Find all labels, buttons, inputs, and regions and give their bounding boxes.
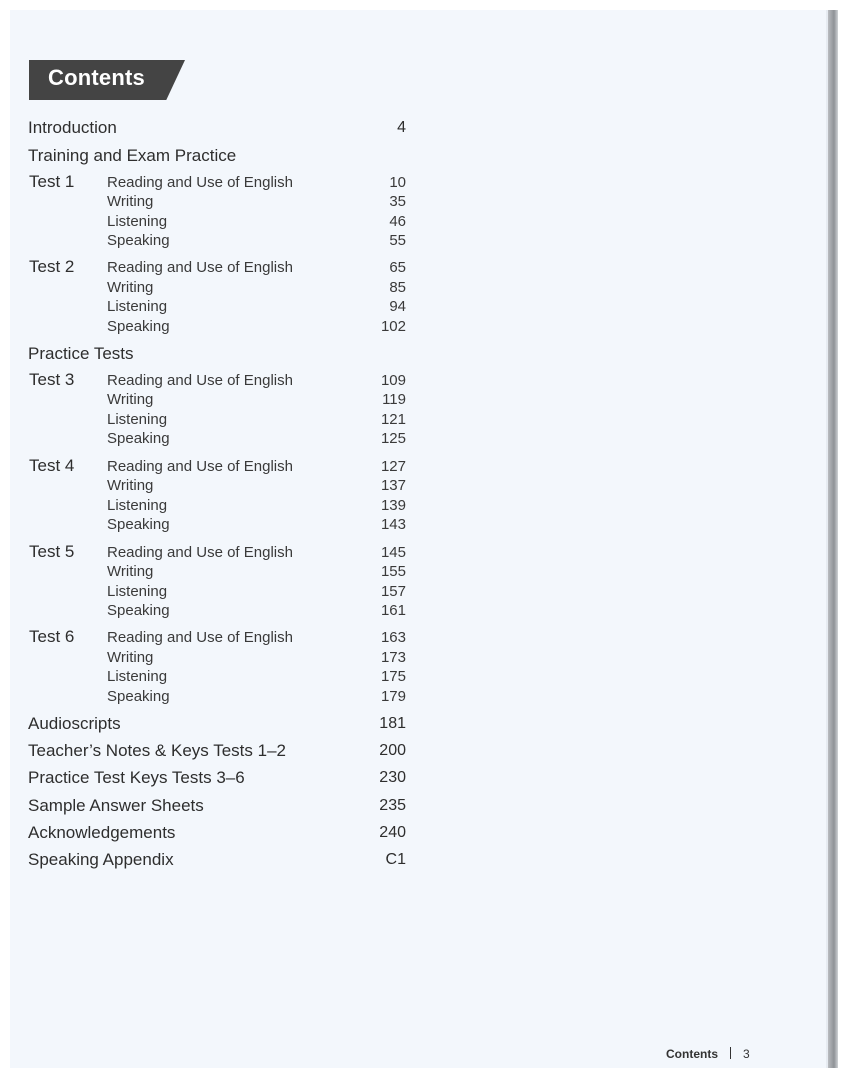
toc-subentry[interactable] (107, 212, 406, 232)
toc-subentry-label: Reading and Use of English (107, 372, 293, 389)
toc-subentry-page: 137 (380, 477, 406, 494)
toc-subentry-label: Writing (107, 649, 154, 666)
toc-subentry-label: Listening (107, 668, 168, 685)
toc-subentry-label: Speaking (107, 318, 170, 335)
toc-subentry[interactable] (107, 582, 406, 602)
toc-subentry[interactable] (107, 496, 406, 516)
toc-subentry[interactable] (107, 258, 406, 278)
footer-divider (730, 1047, 731, 1059)
page-title: Contents (48, 65, 145, 90)
toc-subentry-page: 139 (380, 497, 406, 514)
toc-subentry-page: 143 (380, 516, 406, 533)
toc-subentry-page: 161 (380, 602, 406, 619)
toc-subentry[interactable] (107, 192, 406, 212)
toc-subentry[interactable] (107, 687, 406, 707)
toc-entry-introduction[interactable] (28, 117, 406, 139)
toc-entry-page: 4 (397, 119, 406, 136)
toc-subentry-page: 65 (389, 259, 406, 276)
toc-entry-page: 230 (379, 769, 406, 786)
footer-page-number: 3 (743, 1047, 750, 1061)
test-label: Test 4 (29, 456, 75, 475)
toc-subentry-page: 10 (389, 174, 406, 191)
toc-subentry-page: 127 (380, 458, 406, 475)
test-label: Test 3 (29, 370, 75, 389)
toc-entry-label: Acknowledgements (28, 823, 176, 842)
toc-entry-practice-test-keys[interactable] (28, 767, 406, 789)
toc-subentry-label: Speaking (107, 602, 170, 619)
toc-subentry-label: Listening (107, 583, 168, 600)
toc-subentry-label: Writing (107, 193, 154, 210)
toc-subentry-label: Speaking (107, 232, 170, 249)
toc-subentry[interactable] (107, 667, 406, 687)
toc-subentry[interactable] (107, 648, 406, 668)
toc-entry-audioscripts[interactable] (28, 713, 406, 735)
toc-subentry-label: Reading and Use of English (107, 259, 293, 276)
toc-subentry-label: Reading and Use of English (107, 544, 293, 561)
test-label: Test 2 (29, 257, 75, 276)
toc-subentry-page: 157 (380, 583, 406, 600)
footer-title: Contents (666, 1047, 718, 1061)
toc-subentry-label: Writing (107, 477, 154, 494)
toc-entry-sample-answer-sheets[interactable] (28, 795, 406, 817)
toc-entry-page: 181 (379, 715, 406, 732)
toc-subentry-label: Writing (107, 391, 154, 408)
toc-subentry-page: 173 (380, 649, 406, 666)
toc-subentry[interactable] (107, 297, 406, 317)
section-heading-training (28, 145, 406, 167)
toc-subentry-label: Listening (107, 411, 168, 428)
toc-subentry-label: Speaking (107, 688, 170, 705)
toc-subentry[interactable] (107, 628, 406, 648)
toc-subentry[interactable] (107, 601, 406, 621)
toc-subentry-label: Reading and Use of English (107, 629, 293, 646)
toc-subentry-label: Listening (107, 298, 168, 315)
toc-subentry-page: 145 (380, 544, 406, 561)
toc-subentry-label: Listening (107, 497, 168, 514)
toc-subentry[interactable] (107, 390, 406, 410)
toc-subentry-label: Speaking (107, 430, 170, 447)
toc-subentry-page: 121 (380, 411, 406, 428)
toc-entry-label: Practice Test Keys Tests 3–6 (28, 768, 245, 787)
toc-subentry-page: 175 (380, 668, 406, 685)
toc-subentry-page: 179 (380, 688, 406, 705)
toc-subentry[interactable] (107, 410, 406, 430)
toc-entry-speaking-appendix[interactable] (28, 849, 406, 871)
toc-subentry-page: 125 (380, 430, 406, 447)
toc-entry-label: Speaking Appendix (28, 850, 174, 869)
toc-entry-label: Audioscripts (28, 714, 121, 733)
toc-subentry[interactable] (107, 173, 406, 193)
toc-entry-page: 235 (379, 797, 406, 814)
test-label: Test 5 (29, 542, 75, 561)
toc-subentry-label: Writing (107, 279, 154, 296)
toc-subentry-label: Listening (107, 213, 168, 230)
toc-subentry[interactable] (107, 231, 406, 251)
toc-subentry[interactable] (107, 562, 406, 582)
toc-subentry-page: 155 (380, 563, 406, 580)
test-label: Test 6 (29, 627, 75, 646)
toc-entry-label: Sample Answer Sheets (28, 796, 204, 815)
page-footer (666, 1045, 750, 1063)
toc-subentry[interactable] (107, 317, 406, 337)
toc-subentry[interactable] (107, 543, 406, 563)
toc-subentry-page: 85 (389, 279, 406, 296)
toc-entry-acknowledgements[interactable] (28, 822, 406, 844)
toc-subentry-label: Writing (107, 563, 154, 580)
section-heading-label: Training and Exam Practice (28, 146, 237, 165)
section-heading-label: Practice Tests (28, 344, 134, 363)
toc-subentry-page: 55 (389, 232, 406, 249)
toc-subentry-page: 109 (380, 372, 406, 389)
toc-subentry-page: 163 (380, 629, 406, 646)
toc-subentry-label: Speaking (107, 516, 170, 533)
toc-entry-label: Introduction (28, 118, 117, 137)
toc-subentry-page: 46 (389, 213, 406, 230)
toc-entry-page: 200 (379, 742, 406, 759)
toc-subentry-label: Reading and Use of English (107, 174, 293, 191)
toc-subentry[interactable] (107, 457, 406, 477)
toc-subentry[interactable] (107, 278, 406, 298)
toc-subentry-page: 35 (389, 193, 406, 210)
toc-subentry[interactable] (107, 515, 406, 535)
toc-subentry-page: 119 (382, 391, 406, 408)
toc-subentry[interactable] (107, 371, 406, 391)
toc-entry-page: 240 (379, 824, 406, 841)
test-label: Test 1 (29, 172, 75, 191)
toc-subentry-page: 94 (389, 298, 406, 315)
toc-subentry[interactable] (107, 476, 406, 496)
toc-subentry-label: Reading and Use of English (107, 458, 293, 475)
toc-entry-page: C1 (385, 851, 406, 868)
toc-entry-label: Teacher’s Notes & Keys Tests 1–2 (28, 741, 286, 760)
toc-subentry[interactable] (107, 429, 406, 449)
toc-entry-teachers-notes[interactable] (28, 740, 406, 762)
toc-subentry-page: 102 (380, 318, 406, 335)
section-heading-practice (28, 343, 406, 365)
